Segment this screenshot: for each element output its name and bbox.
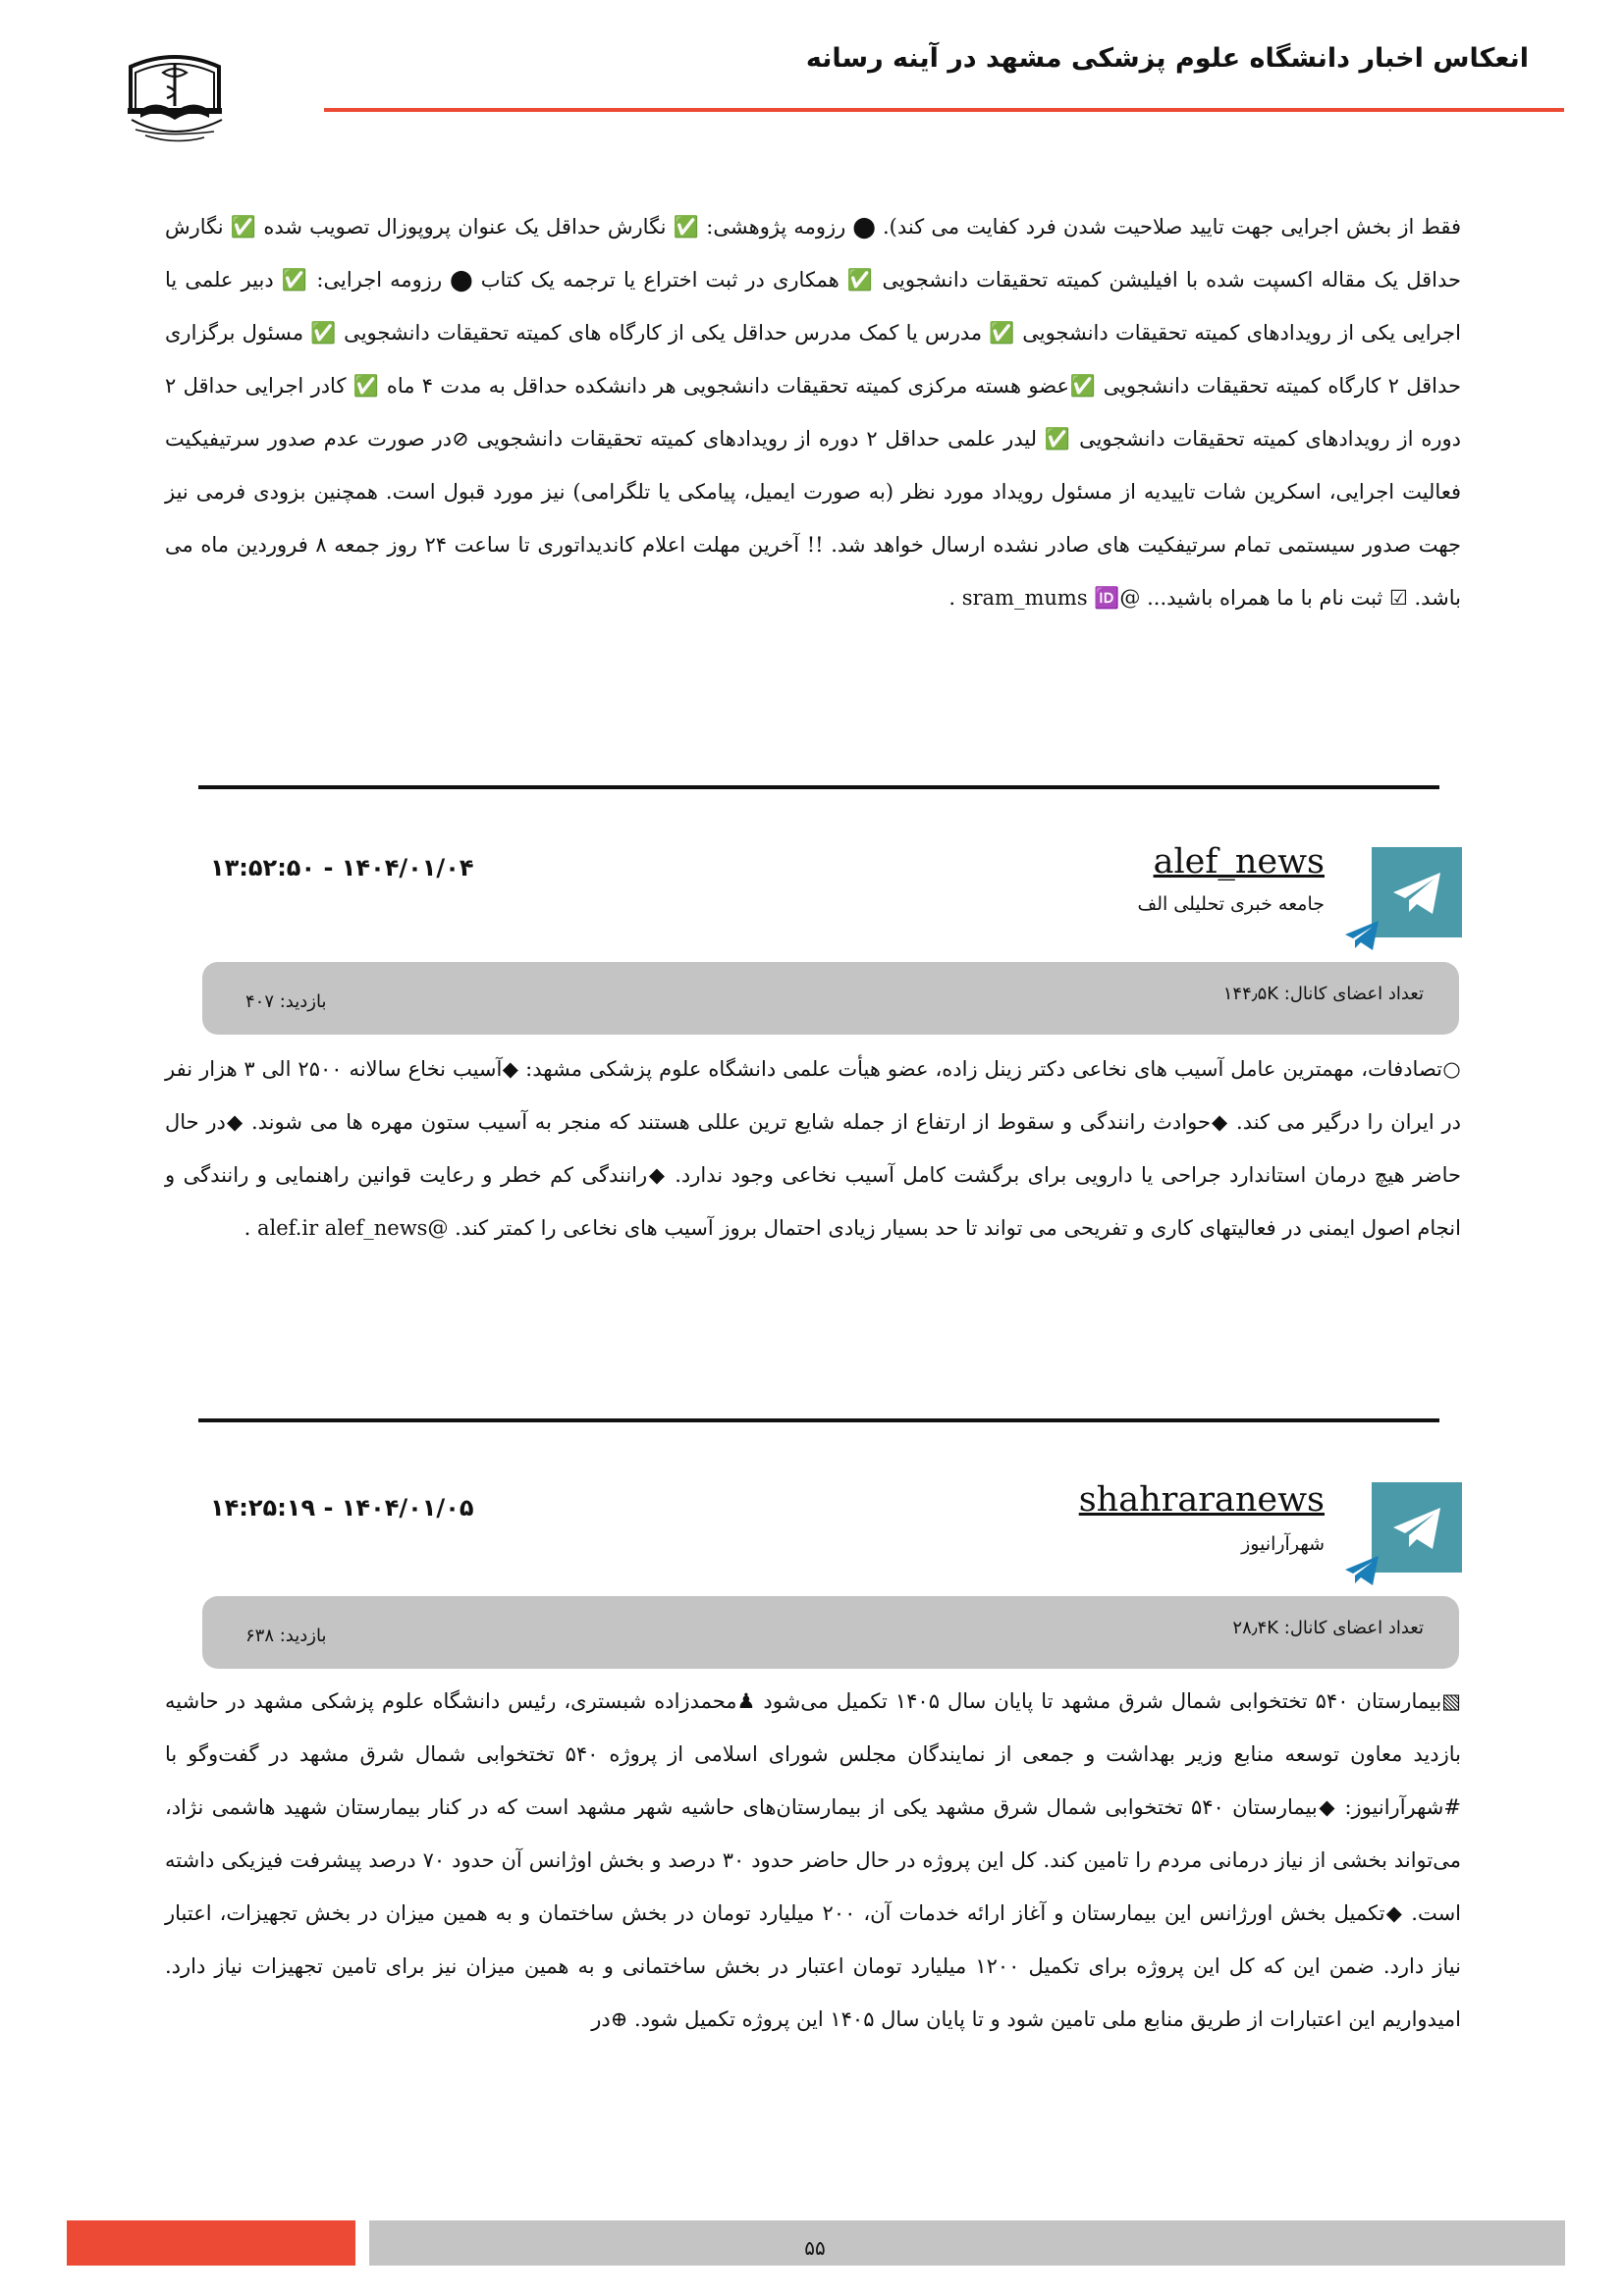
view-count: بازدید: ۶۳۸ (245, 1626, 327, 1646)
post-text: ○تصادفات، مهمترین عامل آسیب های نخاعی دکتر زینل زاده، عضو هیأت علمی دانشگاه علوم پزشکی مشهد: ◆آسیب نخاع سالانه ۲۵۰۰ الی ۳ هزار نفر در ایران را درگیر می کند. ◆حوادث رانندگی و سقوط از ارتفاع از جمله شایع ترین عللی هستند که منجر به آسیب ستون مهره ها می شوند. ◆در حال حاضر هیچ درمان استاندارد جراحی یا دارویی برای برگشت کامل آسیب نخاعی وجود ندارد. ◆رانندگی کم خطر و رعایت قوانین راهنمایی و رانندگی و انجام اصول ایمنی در فعالیتهای کاری و تفریحی می تواند تا حد بسیار زیادی احتمال بروز آسیب های نخاعی را کمتر کند. @alef.ir alef_news . (165, 1057, 1461, 1240)
header-divider (324, 108, 1564, 112)
telegram-icon (1343, 1554, 1382, 1587)
member-count: تعداد اعضای کانال: ۲۸٫۴K (1232, 1618, 1424, 1638)
view-count: بازدید: ۴۰۷ (245, 991, 327, 1012)
post-text: ▧بیمارستان ۵۴۰ تختخوابی شمال شرق مشهد تا پایان سال ۱۴۰۵ تکمیل می‌شود ♟محمدزاده شبستری، رئیس دانشگاه علوم پزشکی مشهد در حاشیه بازدید معاون توسعه منابع وزیر بهداشت و جمعی از نمایندگان مجلس شورای اسلامی از پروژه ۵۴۰ تختخوابی شمال شرق مشهد در گفت‌وگو با #شهرآرانیوز: ◆بیمارستان ۵۴۰ تختخوابی شمال شرق مشهد یکی از بیمارستان‌های حاشیه شهر مشهد است که در کنار بیمارستان شهید هاشمی نژاد، می‌تواند بخشی از نیاز درمانی مردم را تامین کند. کل این پروژه در حال حاضر حدود ۳۰ درصد و بخش اوژانس آن حدود ۷۰ درصد پیشرفت فیزیکی داشته است. ◆تکمیل بخش اورژانس این بیمارستان و آغاز ارائه خدمات آن، ۲۰۰ میلیارد تومان در بخش ساختمان و به همین میزان در بخش تجهیزات، اعتبار نیاز دارد. ضمن این که کل این پروژه برای تکمیل ۱۲۰۰ میلیارد تومان اعتبار در بخش ساختمانی و به همین میزان نیز برای تامین تجهیزات نیاز دارد. امیدواریم این اعتبارات از طریق منابع ملی تامین شود و تا پایان سال ۱۴۰۵ این پروژه تکمیل شود. ⊕در (165, 1689, 1462, 2031)
university-logo-icon (106, 39, 244, 167)
telegram-icon (1343, 919, 1382, 952)
footer-accent-bar (67, 2220, 355, 2266)
member-count: تعداد اعضای کانال: ۱۴۴٫۵K (1222, 984, 1424, 1004)
channel-name[interactable]: shahraranews (1078, 1480, 1325, 1520)
channel-name[interactable]: alef_news (1153, 842, 1325, 881)
channel-subtitle: شهرآرانیوز (1241, 1533, 1325, 1555)
post-separator (198, 785, 1439, 789)
post-text: فقط از بخش اجرایی جهت تایید صلاحیت شدن فرد کفایت می کند). ⬤ رزومه پژوهشی: ✅ نگارش حداقل یک عنوان پروپوزال تصویب شده ✅ نگارش حداقل یک مقاله اکسپت شده با افیلیشن کمیته تحقیقات دانشجویی ✅ همکاری در ثبت اختراع یا ترجمه یک کتاب ⬤ رزومه اجرایی: ✅ دبیر علمی یا اجرایی یکی از رویدادهای کمیته تحقیقات دانشجویی ✅ مدرس یا کمک مدرس حداقل یکی از کارگاه های کمیته تحقیقات دانشجویی ✅ مسئول برگزاری حداقل ۲ کارگاه کمیته تحقیقات دانشجویی ✅عضو هسته مرکزی کمیته تحقیقات دانشجویی هر دانشکده حداقل به مدت ۴ ماه ✅ کادر اجرایی حداقل ۲ دوره از رویدادهای کمیته تحقیقات دانشجویی ✅ لیدر علمی حداقل ۲ دوره از رویدادهای کمیته تحقیقات دانشجویی ⊘در صورت عدم صدور سرتیفیکیت فعالیت اجرایی، اسکرین شات تاییدیه از مسئول رویداد مورد نظر (به صورت ایمیل، پیامکی یا تلگرامی) نیز مورد قبول است. همچنین بزودی فرمی نیز جهت صدور سیستمی تمام سرتیفکیت های صادر نشده ارسال خواهد شد. !! آخرین مهلت اعلام کاندیداتوری تا ساعت ۲۴ روز جمعه ۸ فروردین ماه می باشد. ☑ ثبت نام با ما همراه باشید... @sram_mums 🆔 . (165, 215, 1461, 610)
page-number: ۵۵ (804, 2236, 826, 2260)
telegram-icon (1372, 847, 1462, 937)
telegram-icon (1372, 1482, 1462, 1573)
page-title: انعکاس اخبار دانشگاه علوم پزشکی مشهد در آینه رسانه (805, 43, 1529, 74)
post-datetime: ۱۴۰۴/۰۱/۰۴ - ۱۳:۵۲:۵۰ (210, 854, 474, 881)
channel-subtitle: جامعه خبری تحلیلی الف (1137, 893, 1325, 915)
footer-bar (369, 2220, 1565, 2266)
post-separator (198, 1418, 1439, 1422)
post-datetime: ۱۴۰۴/۰۱/۰۵ - ۱۴:۲۵:۱۹ (210, 1494, 474, 1522)
